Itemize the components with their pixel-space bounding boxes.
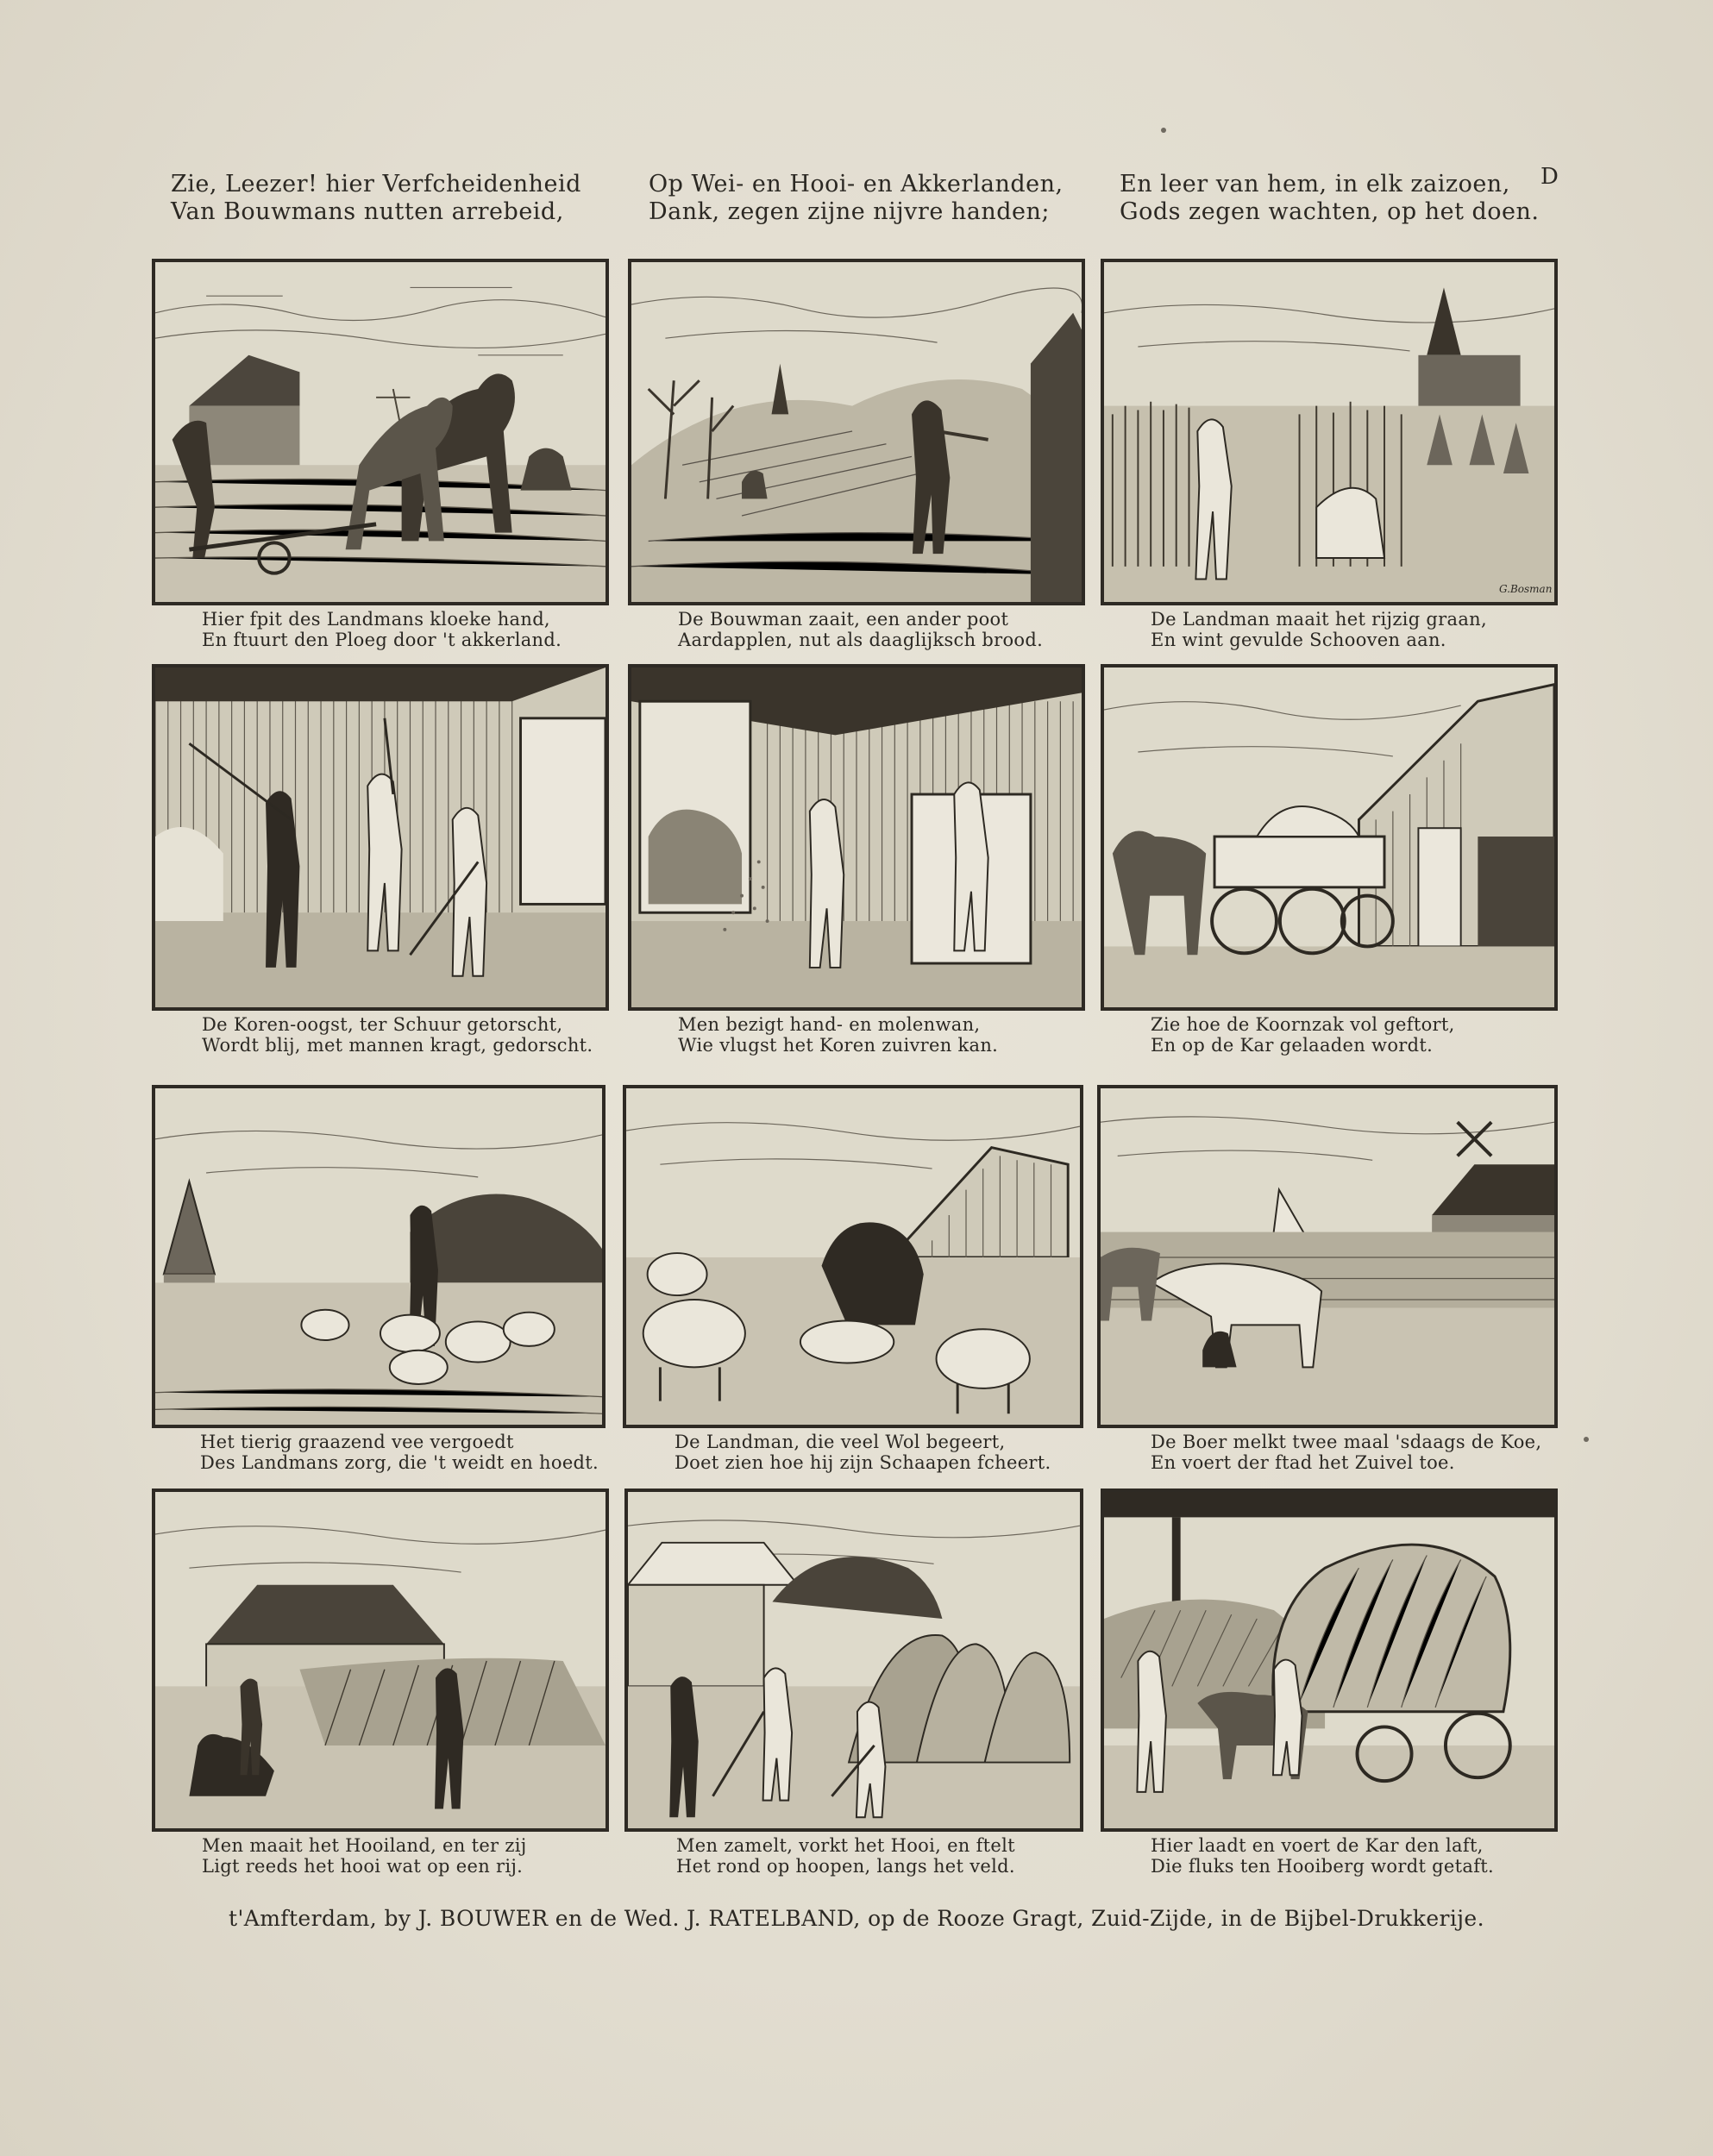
- caption-ploughing: [202, 609, 562, 650]
- grazing-illustration: [155, 1088, 602, 1425]
- caption-line: De Bouwman zaait, een ander poot: [678, 609, 1009, 630]
- woodcut-loading-cart: [1101, 664, 1558, 1011]
- woodcut-ploughing: [152, 259, 609, 605]
- woodcut-winnowing: [628, 664, 1085, 1011]
- loading-cart-illustration: [1104, 667, 1554, 1007]
- caption-line: Wordt blij, met mannen kragt, gedorscht.: [202, 1035, 593, 1056]
- caption-milking: [1151, 1432, 1541, 1473]
- caption-line: En ftuurt den Ploeg door 't akkerland.: [202, 630, 562, 650]
- verse-3: [1120, 171, 1540, 226]
- caption-winnowing: [678, 1014, 998, 1056]
- caption-loading-cart: [1151, 1014, 1455, 1056]
- corner-mark: D: [1540, 164, 1559, 190]
- caption-line: De Landman maait het rijzig graan,: [1151, 609, 1487, 630]
- verse-2: [649, 171, 1064, 226]
- verse-1: [171, 171, 581, 226]
- publisher-imprint: t'Amfterdam, by J. BOUWER en de Wed. J. RATELBAND, op de Rooze Gragt, Zuid-Zijde, in de Bijbel-Drukkerije.: [229, 1906, 1484, 1931]
- header-verses: [0, 171, 1713, 240]
- caption-line: Het tierig graazend vee vergoedt: [200, 1432, 514, 1452]
- caption-line: Hier fpit des Landmans kloeke hand,: [202, 609, 550, 630]
- woodcut-mowing-hay: [152, 1489, 609, 1832]
- engraver-signature: G.Bosman: [1499, 583, 1553, 595]
- woodcut-grazing: [152, 1085, 606, 1428]
- caption-line: Aardapplen, nut als daaglijksch brood.: [678, 630, 1044, 650]
- caption-line: Wie vlugst het Koren zuivren kan.: [678, 1035, 999, 1056]
- caption-line: Die fluks ten Hooiberg wordt getaft.: [1151, 1856, 1494, 1877]
- caption-line: Men zamelt, vorkt het Hooi, en ftelt: [676, 1835, 1015, 1856]
- caption-sowing: [678, 609, 1043, 650]
- caption-threshing: [202, 1014, 593, 1056]
- ploughing-illustration: [155, 262, 606, 602]
- caption-hay-wagon: [1151, 1835, 1494, 1877]
- ink-speck: [1161, 128, 1166, 133]
- caption-line: Het rond op hoopen, langs het veld.: [676, 1856, 1015, 1877]
- woodcut-shearing: [623, 1085, 1083, 1428]
- caption-line: Hier laadt en voert de Kar den laft,: [1151, 1835, 1484, 1856]
- caption-line: Men bezigt hand- en molenwan,: [678, 1014, 981, 1035]
- caption-line: En wint gevulde Schooven aan.: [1151, 630, 1446, 650]
- caption-line: Ligt reeds het hooi wat op een rij.: [202, 1856, 524, 1877]
- verse-1-line-1: Zie, Leezer! hier Verfcheidenheid: [171, 171, 581, 197]
- caption-line: Doet zien hoe hij zijn Schaapen fcheert.: [675, 1452, 1051, 1473]
- caption-line: Men maait het Hooiland, en ter zij: [202, 1835, 527, 1856]
- winnowing-illustration: [631, 667, 1082, 1007]
- woodcut-threshing: [152, 664, 609, 1011]
- reaping-illustration: [1104, 262, 1554, 602]
- sowing-illustration: [631, 262, 1082, 602]
- verse-2-line-2: Dank, zegen zijne nijvre handen;: [649, 198, 1051, 225]
- caption-haystacks: [676, 1835, 1015, 1877]
- ink-speck: [1584, 1437, 1589, 1442]
- verse-3-line-1: En leer van hem, in elk zaizoen,: [1120, 171, 1510, 197]
- haystacks-illustration: [628, 1492, 1080, 1828]
- caption-line: Zie hoe de Koornzak vol geftort,: [1151, 1014, 1455, 1035]
- caption-shearing: [675, 1432, 1051, 1473]
- verse-3-line-2: Gods zegen wachten, op het doen.: [1120, 198, 1540, 225]
- woodcut-milking: [1097, 1085, 1558, 1428]
- caption-reaping: [1151, 609, 1487, 650]
- milking-illustration: [1101, 1088, 1554, 1425]
- threshing-illustration: [155, 667, 606, 1007]
- hay-wagon-illustration: [1104, 1492, 1554, 1828]
- caption-line: De Boer melkt twee maal 'sdaags de Koe,: [1151, 1432, 1542, 1452]
- caption-line: De Koren-oogst, ter Schuur getorscht,: [202, 1014, 563, 1035]
- mowing-hay-illustration: [155, 1492, 606, 1828]
- caption-mowing-hay: [202, 1835, 527, 1877]
- shearing-illustration: [626, 1088, 1080, 1425]
- caption-line: Des Landmans zorg, die 't weidt en hoedt.: [200, 1452, 599, 1473]
- caption-line: En op de Kar gelaaden wordt.: [1151, 1035, 1434, 1056]
- woodcut-hay-wagon: [1101, 1489, 1558, 1832]
- caption-grazing: [200, 1432, 599, 1473]
- caption-line: De Landman, die veel Wol begeert,: [675, 1432, 1006, 1452]
- woodcut-sowing: [628, 259, 1085, 605]
- verse-2-line-1: Op Wei- en Hooi- en Akkerlanden,: [649, 171, 1064, 197]
- verse-1-line-2: Van Bouwmans nutten arrebeid,: [171, 198, 564, 225]
- woodcut-reaping: [1101, 259, 1558, 605]
- woodcut-haystacks: [624, 1489, 1083, 1832]
- caption-line: En voert der ftad het Zuivel toe.: [1151, 1452, 1455, 1473]
